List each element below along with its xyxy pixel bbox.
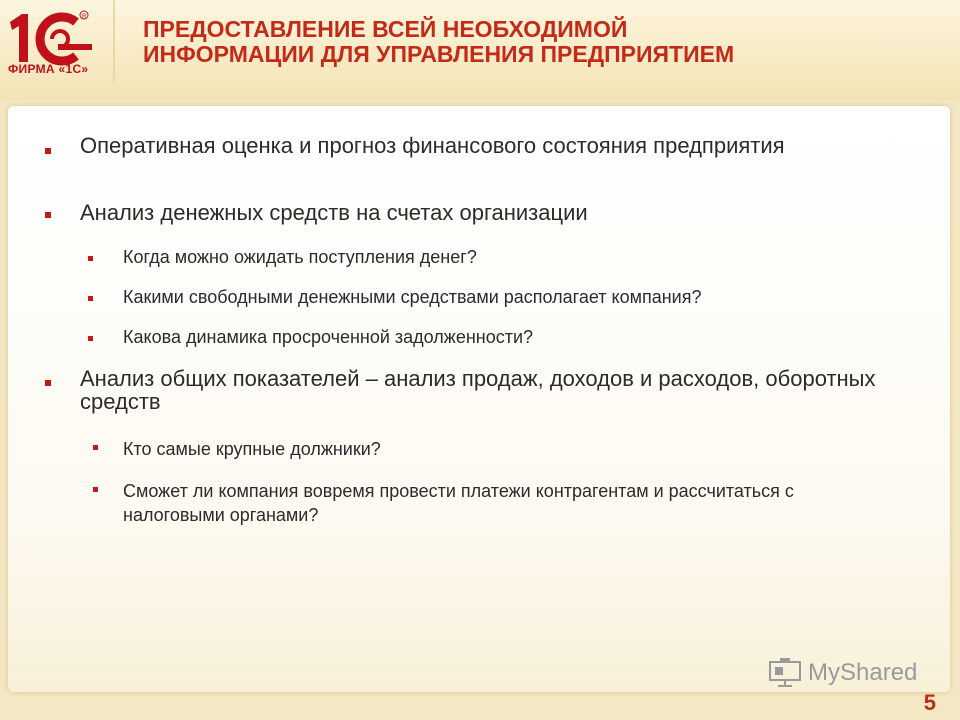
bullet-marker [88,256,93,261]
presentation-screen-icon [768,658,802,688]
slide-header [0,0,960,100]
watermark-text: MyShared [808,659,918,686]
list-item-level-2: Какова динамика просроченной задолженности? [123,327,534,347]
list-item-level-1: Анализ денежных средств на счетах организации [80,200,588,225]
list-item-level-1: Оперативная оценка и прогноз финансового состояния предприятия [80,133,785,158]
bullet-marker [45,380,51,386]
header-divider [113,0,115,82]
bullet-marker [93,487,98,492]
bullet-marker [45,212,51,218]
slide-title-line-1: ПРЕДОСТАВЛЕНИЕ ВСЕЙ НЕОБХОДИМОЙ [143,16,628,42]
list-item-level-2: Когда можно ожидать поступления денег? [123,247,477,267]
bullet-marker [45,148,51,154]
list-item-level-2: Сможет ли компания вовремя провести платежи контрагентам и рассчитаться с налоговыми органами? [123,481,794,525]
slide-title [143,17,734,67]
list-item-level-1: Анализ общих показателей – анализ продаж, доходов и расходов, оборотных средств [80,366,876,414]
slide-title-line-2: ИНФОРМАЦИИ ДЛЯ УПРАВЛЕНИЯ ПРЕДПРИЯТИЕМ [143,41,735,67]
logo-caption: ФИРМА «1С» [8,62,89,76]
svg-text:R: R [82,14,87,20]
list-item-level-2: Кто самые крупные должники? [123,439,381,459]
page-number: 5 [923,690,936,715]
bullet-marker [88,296,93,301]
list-item-level-2: Какими свободными денежными средствами располагает компания? [123,287,702,307]
watermark [768,656,917,690]
bullet-marker [93,445,98,450]
bullet-marker [88,336,93,341]
